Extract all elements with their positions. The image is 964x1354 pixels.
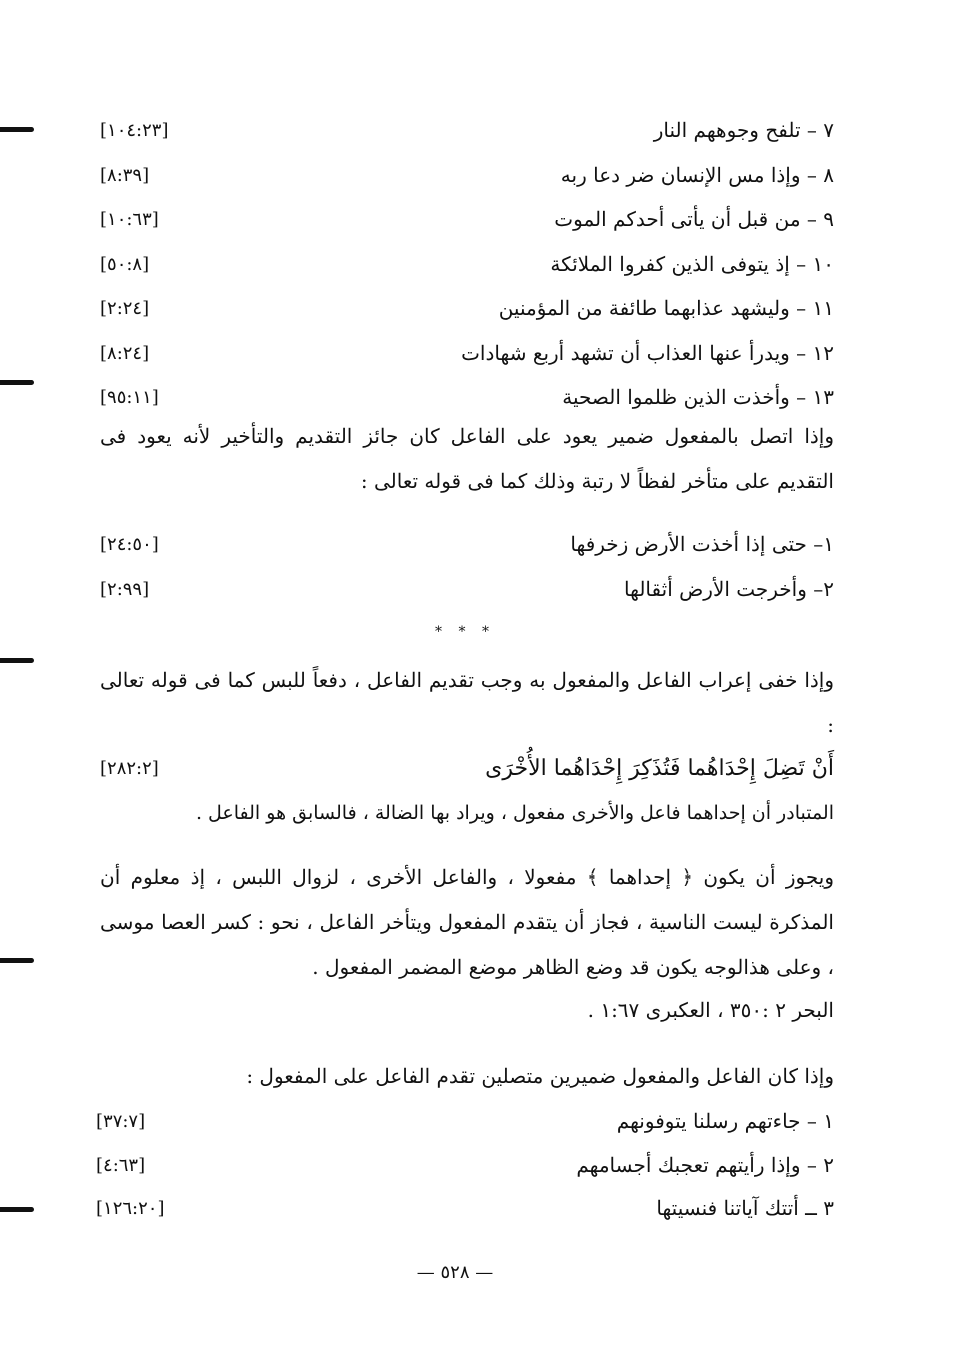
verse-row [100, 524, 834, 564]
verse-row [100, 199, 834, 239]
verse-text: ٢– وأخرجت الأرض أثقالها [624, 577, 834, 601]
verse-text: ١٣ – وأخذت الذين ظلموا الصحية [562, 385, 834, 409]
verse-text: ١– حتى إذا أخذت الأرض زخرفها [570, 532, 834, 556]
verse-row [96, 1145, 834, 1185]
verse-reference: [٨:٣٩] [100, 164, 150, 186]
verse-reference: [١٢٦:٢٠] [96, 1197, 165, 1219]
body-paragraph: وإذا اتصل بالمفعول ضمير يعود على الفاعل كان جائز التقديم والتأخير لأنه يعود فى التقديم على متأخر لفظاً لا رتبة وذلك كما فى قوله تعالى : [100, 424, 834, 493]
verse-reference: [٢٤:٥٠] [100, 533, 159, 555]
verse-reference: [٩٥:١١] [100, 386, 159, 408]
verse-text: ٩ – من قبل أن يأتى أحدكم الموت [554, 207, 834, 231]
verse-text: ٢ – وإذا رأيتهم تعجبك أجسامهم [576, 1153, 834, 1177]
verse-reference: [١٠:٦٣] [100, 208, 159, 230]
verse-text: ١١ – وليشهد عذابهما طائفة من المؤمنين [498, 296, 834, 320]
verse-text: ١٢ – ويدرأ عنها العذاب أن تشهد أربع شهادات [461, 341, 834, 365]
verse-reference: [٢:٢٤] [100, 297, 150, 319]
verse-text: ٧ – تلفح وجوههم النار [653, 118, 834, 142]
margin-mark [0, 1207, 34, 1212]
verse-text: ٨ – وإذا مس الإنسان ضر دعا ربه [560, 163, 834, 187]
verse-text: أَنْ تَضِلَ إِحْدَاهُما فَتُذَكِرَ إِحْدَاهُما الأُخْرَى [485, 755, 834, 781]
verse-reference: [٤:٦٣] [96, 1154, 146, 1176]
verse-row [100, 155, 834, 195]
verse-row [100, 377, 834, 417]
margin-mark [0, 658, 34, 663]
verse-row [100, 288, 834, 328]
verse-row [100, 244, 834, 284]
body-paragraph: وإذا خفى إعراب الفاعل والمفعول به وجب تقديم الفاعل ، دفعاً للبس كما فى قوله تعالى : [100, 668, 834, 737]
verse-row [100, 569, 834, 609]
verse-row [96, 1188, 834, 1228]
body-paragraph: المتبادر أن إحداهما فاعل والأخرى مفعول ، ويراد بها الضالة ، فالسابق هو الفاعل . [195, 802, 834, 824]
page-number: — ٥٢٨ — [416, 1262, 494, 1283]
margin-mark [0, 380, 34, 385]
verse-row [100, 333, 834, 373]
verse-reference: [١٠٤:٢٣] [100, 119, 169, 141]
verse-row [100, 748, 834, 788]
verse-reference: [٢٨٢:٢] [100, 757, 159, 779]
section-separator: * * * [435, 624, 495, 640]
verse-text: ١ – جاءتهم رسلنا يتوفونهم [616, 1109, 834, 1133]
margin-mark [0, 127, 34, 132]
body-paragraph: ويجوز أن يكون ﴿ إحداهما ﴾ مفعولا ، والفاعل الأخرى ، لزوال اللبس ، إذ معلوم أن المذكرة ليست الناسية ، فجاز أن يتقدم المفعول ويتأخر الفاعل ، نحو : كسر العصا موسى ، وعلى هذالوجه يكون قد وضع الظاهر موضع المضمر المفعول . [100, 865, 834, 979]
citation: البحر ٢ :٣٥٠ ، العكبرى ١:٦٧ . [587, 998, 834, 1022]
verse-text: ١٠ – إذ يتوفى الذين كفروا الملائكة [550, 252, 834, 276]
verse-row [100, 110, 834, 150]
body-paragraph: وإذا كان الفاعل والمفعول ضميرين متصلين تقدم الفاعل على المفعول : [246, 1064, 834, 1088]
verse-reference: [٣٧:٧] [96, 1110, 146, 1132]
verse-row [96, 1101, 834, 1141]
verse-reference: [٢:٩٩] [100, 578, 150, 600]
verse-reference: [٨:٢٤] [100, 342, 150, 364]
margin-mark [0, 958, 34, 963]
verse-text: ٣ ــ أتتك آياتنا فنسيتها [656, 1196, 834, 1220]
verse-reference: [٥٠:٨] [100, 253, 150, 275]
